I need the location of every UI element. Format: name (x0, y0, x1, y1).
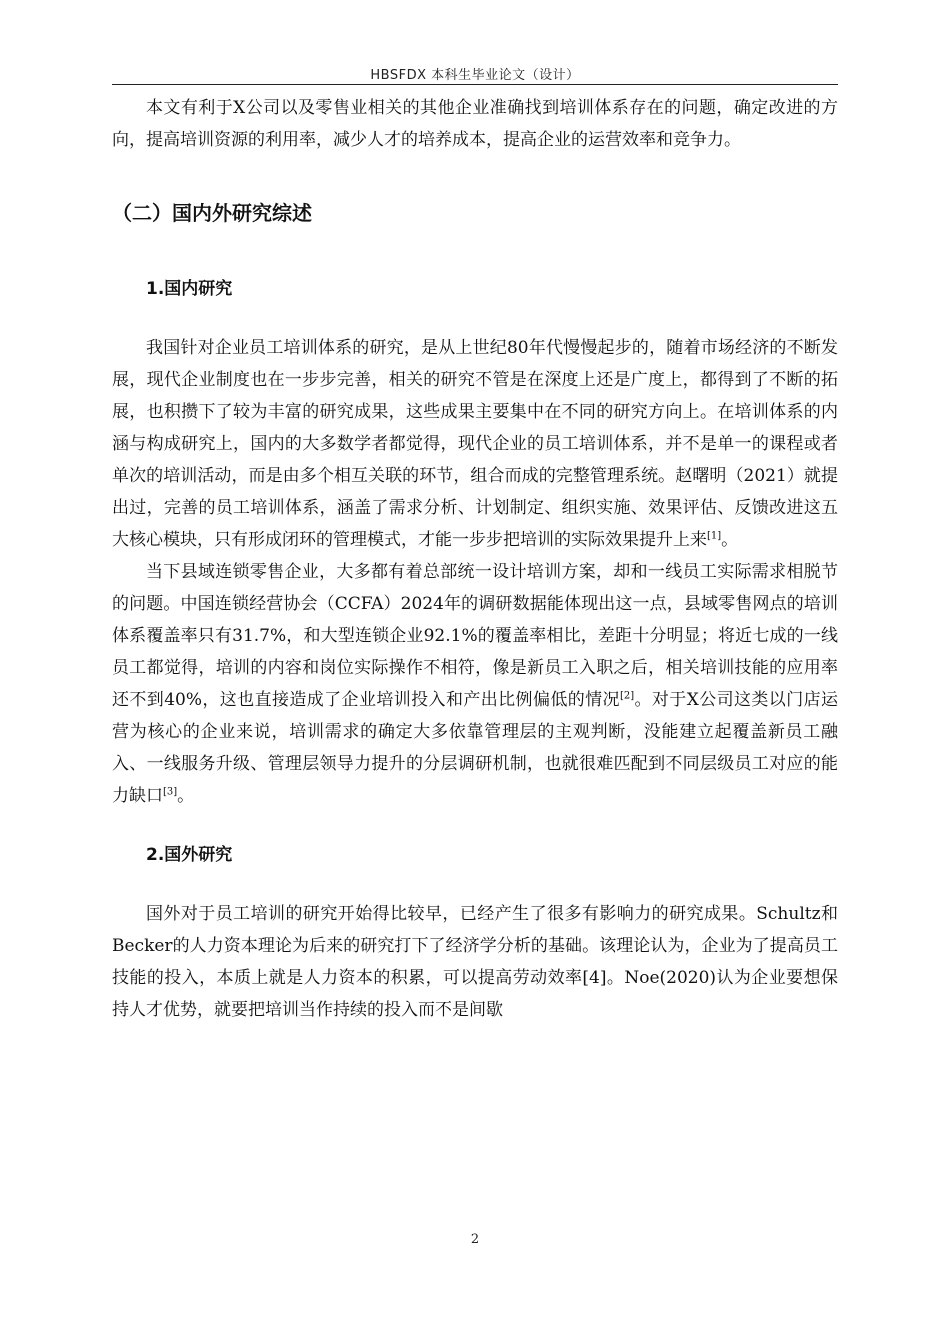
domestic-paragraph-2-text-b: 。对于X公司这类以门店运营为核心的企业来说，培训需求的确定大多依靠管理层的主观判断，没能建立起覆盖新员工融入、一线服务升级、管理层领导力提升的分层调研机制，也就很难匹配到不同层级员工对应的能力缺口 (112, 690, 838, 806)
domestic-paragraph-1-text: 我国针对企业员工培训体系的研究，是从上世纪80年代慢慢起步的，随着市场经济的不断发展，现代企业制度也在一步步完善，相关的研究不管是在深度上还是广度上，都得到了不断的拓展，也积攒下了较为丰富的研究成果，这些成果主要集中在不同的研究方向上。在培训体系的内涵与构成研究上，国内的大多数学者都觉得，现代企业的员工培训体系，并不是单一的课程或者单次的培训活动，而是由多个相互关联的环节，组合而成的完整管理系统。赵曙明（2021）就提出过，完善的员工培训体系，涵盖了需求分析、计划制定、组织实施、效果评估、反馈改进这五大核心模块，只有形成闭环的管理模式，才能一步步把培训的实际效果提升上来 (112, 338, 838, 550)
citation-1: [1] (707, 530, 722, 542)
intro-paragraph-text: 本文有利于X公司以及零售业相关的其他企业准确找到培训体系存在的问题，确定改进的方向，提高培训资源的利用率，减少人才的培养成本，提高企业的运营效率和竞争力。 (112, 98, 838, 150)
domestic-paragraph-2-end: 。 (177, 786, 195, 806)
citation-2: [2] (619, 690, 635, 702)
section-heading: （二）国内外研究综述 (112, 201, 312, 225)
domestic-heading: 1.国内研究 (146, 279, 233, 299)
domestic-paragraph-2-text-a: 当下县域连锁零售企业，大多都有着总部统一设计培训方案，却和一线员工实际需求相脱节的问题。中国连锁经营协会（CCFA）2024年的调研数据能体现出这一点，县域零售网点的培训体系覆盖率只有31.7%，和大型连锁企业92.1%的覆盖率相比，差距十分明显；将近七成的一线员工都觉得，培训的内容和岗位实际操作不相符，像是新员工入职之后，相关培训技能的应用率还不到40%，这也直接造成了企业培训投入和产出比例偏低的情况 (112, 562, 838, 710)
domestic-paragraph-2 (112, 556, 838, 812)
foreign-heading: 2.国外研究 (146, 845, 233, 865)
domestic-paragraph-1 (112, 332, 838, 556)
domestic-paragraph-1-end: 。 (721, 530, 739, 550)
document-body (112, 86, 838, 1026)
running-header: HBSFDX 本科生毕业论文（设计） (370, 68, 580, 83)
intro-paragraph (112, 92, 838, 156)
header-rule (112, 84, 838, 85)
foreign-paragraph-1 (112, 898, 838, 1026)
citation-3: [3] (163, 786, 178, 798)
foreign-paragraph-1-text: 国外对于员工培训的研究开始得比较早，已经产生了很多有影响力的研究成果。Schultz和Becker的人力资本理论为后来的研究打下了经济学分析的基础。该理论认为，企业为了提高员工技能的投入，本质上就是人力资本的积累，可以提高劳动效率[4]。Noe(2020)认为企业要想保持人才优势，就要把培训当作持续的投入而不是间歇 (112, 904, 838, 1020)
page-number: 2 (470, 1232, 480, 1247)
